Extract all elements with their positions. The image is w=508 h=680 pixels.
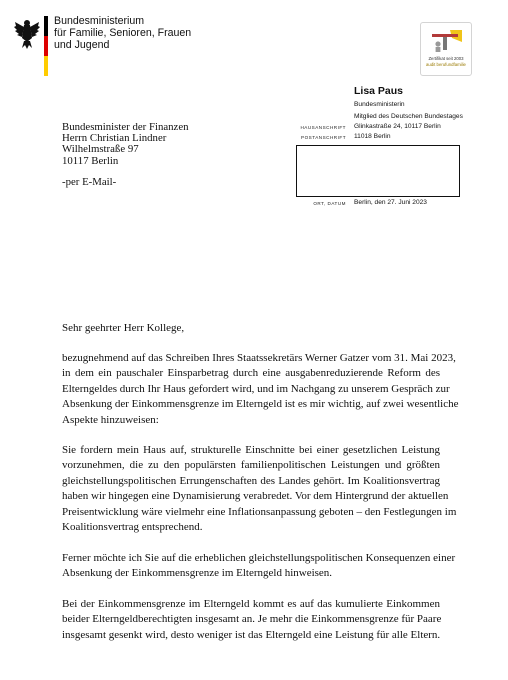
ministry-line: und Jugend [54, 39, 110, 52]
text-line: insgesamt gesenkt wird, desto weniger ist das Elterngeld eine Leistung für alle Eltern. [62, 628, 441, 641]
paragraph-3 [62, 551, 456, 582]
postal-address-label: POSTANSCHRIFT [301, 135, 346, 140]
text-line: Preisentwicklung wäre vielmehr eine Inflationsanpassung geboten – den Festlegungen im [62, 505, 457, 518]
text-line: Absenkung der Einkommensgrenze im Elterngeld ist es mir wichtig, auf zwei wesentliche [62, 398, 459, 411]
federal-eagle-icon [14, 18, 40, 50]
text-line: Absenkung der Einkommensgrenze im Elterngeld hinweisen. [62, 567, 333, 580]
sender-role: Bundesministerin [354, 101, 405, 108]
salutation: Sehr geehrter Herr Kollege, [62, 322, 185, 334]
badge-audit-text: audit berufundfamilie [426, 62, 466, 67]
audit-logo-icon [430, 28, 462, 54]
text-line: in dem ein pauschaler Einsparbetrag durch eine ausgabenreduzierende Reform des [62, 367, 440, 380]
text-line: Ferner möchte ich Sie auf die erheblichen gleichstellungspolitischen Konsequenzen einer [62, 552, 456, 564]
recipient-line: Bundesminister der Finanzen [62, 121, 189, 133]
text-line: Koalitionsvertrag entsprechend. [62, 521, 203, 534]
paragraph-4 [62, 597, 440, 643]
place-date-label: ORT, DATUM [313, 201, 346, 206]
text-line: gleichstellungspolitischen Errungenschaften des Landes gehört. Im Koalitionsvertrag [62, 474, 440, 487]
badge-certificate-text: Zertifikat seit 2003 [428, 56, 464, 61]
place-date-value: Berlin, den 27. Juni 2023 [354, 199, 427, 206]
text-line: Elterngeldes durch Ihr Haus gefordert wird, und im Nachgang zu unserem Gespräch zur [62, 382, 450, 395]
german-flag-bar [44, 16, 48, 76]
ministry-line: für Familie, Senioren, Frauen [54, 27, 192, 40]
recipient-address [62, 122, 189, 167]
recipient-line: Herrn Christian Lindner [62, 132, 167, 145]
text-line: Aspekte hinzuweisen: [62, 413, 159, 426]
sender-organization: Mitglied des Deutschen Bundestages [354, 113, 463, 120]
text-line: bezugnehmend auf das Schreiben Ihres Staatssekretärs Werner Gatzer vom 31. Mai 2023, [62, 352, 456, 364]
delivery-method: -per E-Mail- [62, 176, 117, 188]
paragraph-1 [62, 351, 459, 428]
paragraph-2 [62, 443, 457, 535]
house-address-label: HAUSANSCHRIFT [300, 125, 346, 130]
text-line: Bei der Einkommensgrenze im Elterngeld kommt es auf das kumulierte Einkommen [62, 598, 440, 610]
house-address-value: Glinkastraße 24, 10117 Berlin [354, 123, 441, 130]
postal-address-value: 11018 Berlin [354, 133, 391, 140]
text-line: Sie fordern mein Haus auf, strukturelle Einschnitte bei einer gesetzlichen Leistung [62, 444, 440, 456]
audit-certificate-badge [420, 22, 472, 76]
redaction-box [296, 145, 460, 197]
sender-name: Lisa Paus [354, 85, 404, 97]
ministry-line: Bundesministerium [54, 15, 145, 27]
text-line: vorzunehmen, die zu den populärsten familienpolitischen Leistungen und größten [62, 459, 440, 472]
recipient-line: Wilhelmstraße 97 [62, 143, 139, 156]
text-line: beider Elterngeldberechtigten insgesamt an. Je mehr die Einkommensgrenze für Paare [62, 613, 442, 626]
text-line: haben wir hingegen eine Dynamisierung verabredet. Vor dem Hintergrund der aktuellen [62, 490, 449, 503]
recipient-line: 10117 Berlin [62, 154, 119, 167]
ministry-name [54, 15, 191, 52]
